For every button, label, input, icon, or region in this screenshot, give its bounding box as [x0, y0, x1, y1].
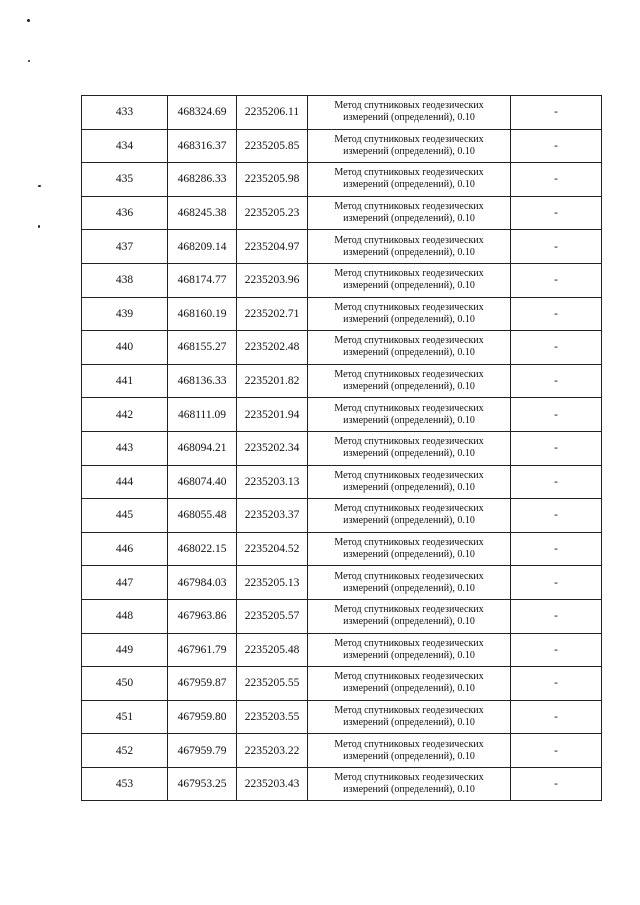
method-line-2: измерений (определений), 0.10 [343, 716, 475, 728]
point-number-cell: 448 [82, 599, 168, 633]
method-line-1: Метод спутниковых геодезических [334, 133, 484, 145]
note-cell: - [511, 331, 602, 365]
method-line-1: Метод спутниковых геодезических [334, 436, 484, 448]
method-line-1: Метод спутниковых геодезических [334, 604, 484, 616]
method-line-2: измерений (определений), 0.10 [343, 549, 475, 561]
x-coordinate-cell: 467959.87 [168, 667, 237, 701]
y-coordinate-cell: 2235205.85 [237, 129, 308, 163]
y-coordinate-cell: 2235205.55 [237, 667, 308, 701]
point-number-cell: 449 [82, 633, 168, 667]
point-number-cell: 444 [82, 465, 168, 499]
y-coordinate-cell: 2235205.48 [237, 633, 308, 667]
method-cell [308, 532, 511, 566]
method-line-1: Метод спутниковых геодезических [334, 201, 484, 213]
note-cell: - [511, 633, 602, 667]
scan-speck [28, 60, 30, 62]
point-number-cell: 435 [82, 163, 168, 197]
table-row [82, 196, 602, 230]
table-row [82, 734, 602, 768]
y-coordinate-cell: 2235206.11 [237, 96, 308, 130]
table-row [82, 532, 602, 566]
y-coordinate-cell: 2235203.55 [237, 700, 308, 734]
method-line-1: Метод спутниковых геодезических [334, 268, 484, 280]
method-line-2: измерений (определений), 0.10 [343, 683, 475, 695]
y-coordinate-cell: 2235205.57 [237, 599, 308, 633]
method-cell [308, 431, 511, 465]
coordinates-table [81, 95, 602, 801]
method-cell [308, 163, 511, 197]
table-row [82, 566, 602, 600]
method-line-2: измерений (определений), 0.10 [343, 246, 475, 258]
table-row [82, 230, 602, 264]
x-coordinate-cell: 468094.21 [168, 431, 237, 465]
x-coordinate-cell: 467959.80 [168, 700, 237, 734]
method-line-1: Метод спутниковых геодезических [334, 469, 484, 481]
method-line-2: измерений (определений), 0.10 [343, 582, 475, 594]
note-cell: - [511, 767, 602, 801]
method-line-2: измерений (определений), 0.10 [343, 280, 475, 292]
y-coordinate-cell: 2235205.13 [237, 566, 308, 600]
method-cell [308, 767, 511, 801]
method-line-1: Метод спутниковых геодезических [334, 167, 484, 179]
method-line-2: измерений (определений), 0.10 [343, 145, 475, 157]
x-coordinate-cell: 468136.33 [168, 364, 237, 398]
method-line-2: измерений (определений), 0.10 [343, 381, 475, 393]
point-number-cell: 442 [82, 398, 168, 432]
y-coordinate-cell: 2235203.96 [237, 263, 308, 297]
x-coordinate-cell: 468055.48 [168, 499, 237, 533]
method-line-1: Метод спутниковых геодезических [334, 537, 484, 549]
x-coordinate-cell: 467959.79 [168, 734, 237, 768]
note-cell: - [511, 263, 602, 297]
y-coordinate-cell: 2235202.48 [237, 331, 308, 365]
method-cell [308, 129, 511, 163]
x-coordinate-cell: 468316.37 [168, 129, 237, 163]
y-coordinate-cell: 2235201.82 [237, 364, 308, 398]
point-number-cell: 437 [82, 230, 168, 264]
method-line-1: Метод спутниковых геодезических [334, 671, 484, 683]
method-line-2: измерений (определений), 0.10 [343, 750, 475, 762]
note-cell: - [511, 297, 602, 331]
method-line-2: измерений (определений), 0.10 [343, 481, 475, 493]
point-number-cell: 450 [82, 667, 168, 701]
method-line-1: Метод спутниковых геодезических [334, 234, 484, 246]
method-cell [308, 364, 511, 398]
note-cell: - [511, 398, 602, 432]
table-row [82, 767, 602, 801]
method-cell [308, 734, 511, 768]
point-number-cell: 445 [82, 499, 168, 533]
point-number-cell: 446 [82, 532, 168, 566]
point-number-cell: 452 [82, 734, 168, 768]
point-number-cell: 441 [82, 364, 168, 398]
table-row [82, 364, 602, 398]
method-cell [308, 667, 511, 701]
point-number-cell: 434 [82, 129, 168, 163]
table-row [82, 263, 602, 297]
y-coordinate-cell: 2235205.23 [237, 196, 308, 230]
method-cell [308, 700, 511, 734]
method-cell [308, 230, 511, 264]
y-coordinate-cell: 2235202.71 [237, 297, 308, 331]
method-cell [308, 331, 511, 365]
method-line-2: измерений (определений), 0.10 [343, 179, 475, 191]
table-row [82, 297, 602, 331]
note-cell: - [511, 230, 602, 264]
point-number-cell: 438 [82, 263, 168, 297]
method-cell [308, 599, 511, 633]
method-line-2: измерений (определений), 0.10 [343, 784, 475, 796]
method-line-1: Метод спутниковых геодезических [334, 369, 484, 381]
note-cell: - [511, 667, 602, 701]
table-row [82, 700, 602, 734]
note-cell: - [511, 96, 602, 130]
y-coordinate-cell: 2235201.94 [237, 398, 308, 432]
table-row [82, 163, 602, 197]
method-cell [308, 96, 511, 130]
method-line-1: Метод спутниковых геодезических [334, 637, 484, 649]
note-cell: - [511, 566, 602, 600]
note-cell: - [511, 129, 602, 163]
point-number-cell: 453 [82, 767, 168, 801]
x-coordinate-cell: 468155.27 [168, 331, 237, 365]
table-row [82, 129, 602, 163]
method-line-2: измерений (определений), 0.10 [343, 112, 475, 124]
note-cell: - [511, 599, 602, 633]
table-row [82, 633, 602, 667]
y-coordinate-cell: 2235202.34 [237, 431, 308, 465]
method-cell [308, 633, 511, 667]
point-number-cell: 439 [82, 297, 168, 331]
table-row [82, 599, 602, 633]
note-cell: - [511, 431, 602, 465]
y-coordinate-cell: 2235203.22 [237, 734, 308, 768]
method-line-1: Метод спутниковых геодезических [334, 335, 484, 347]
method-line-1: Метод спутниковых геодезических [334, 738, 484, 750]
note-cell: - [511, 163, 602, 197]
note-cell: - [511, 499, 602, 533]
table-row [82, 96, 602, 130]
x-coordinate-cell: 468209.14 [168, 230, 237, 264]
table-row [82, 499, 602, 533]
method-line-2: измерений (определений), 0.10 [343, 213, 475, 225]
x-coordinate-cell: 467963.86 [168, 599, 237, 633]
method-line-2: измерений (определений), 0.10 [343, 414, 475, 426]
y-coordinate-cell: 2235203.13 [237, 465, 308, 499]
method-line-2: измерений (определений), 0.10 [343, 616, 475, 628]
method-cell [308, 566, 511, 600]
method-line-2: измерений (определений), 0.10 [343, 448, 475, 460]
y-coordinate-cell: 2235203.43 [237, 767, 308, 801]
method-line-1: Метод спутниковых геодезических [334, 100, 484, 112]
x-coordinate-cell: 468160.19 [168, 297, 237, 331]
y-coordinate-cell: 2235204.97 [237, 230, 308, 264]
note-cell: - [511, 364, 602, 398]
method-cell [308, 196, 511, 230]
table-row [82, 331, 602, 365]
note-cell: - [511, 465, 602, 499]
table-row [82, 465, 602, 499]
point-number-cell: 447 [82, 566, 168, 600]
x-coordinate-cell: 467953.25 [168, 767, 237, 801]
method-cell [308, 465, 511, 499]
scan-speck [27, 19, 30, 22]
method-line-1: Метод спутниковых геодезических [334, 402, 484, 414]
x-coordinate-cell: 468074.40 [168, 465, 237, 499]
scan-speck [38, 185, 41, 187]
x-coordinate-cell: 468022.15 [168, 532, 237, 566]
table-body [82, 96, 602, 801]
table-row [82, 398, 602, 432]
point-number-cell: 443 [82, 431, 168, 465]
x-coordinate-cell: 468111.09 [168, 398, 237, 432]
point-number-cell: 433 [82, 96, 168, 130]
method-cell [308, 263, 511, 297]
table-row [82, 431, 602, 465]
note-cell: - [511, 700, 602, 734]
point-number-cell: 436 [82, 196, 168, 230]
point-number-cell: 451 [82, 700, 168, 734]
x-coordinate-cell: 468324.69 [168, 96, 237, 130]
method-line-1: Метод спутниковых геодезических [334, 570, 484, 582]
method-line-1: Метод спутниковых геодезических [334, 301, 484, 313]
table-row [82, 667, 602, 701]
scan-speck [38, 225, 40, 228]
y-coordinate-cell: 2235205.98 [237, 163, 308, 197]
x-coordinate-cell: 468245.38 [168, 196, 237, 230]
x-coordinate-cell: 467961.79 [168, 633, 237, 667]
method-line-2: измерений (определений), 0.10 [343, 649, 475, 661]
method-line-2: измерений (определений), 0.10 [343, 347, 475, 359]
method-cell [308, 499, 511, 533]
method-line-2: измерений (определений), 0.10 [343, 515, 475, 527]
method-line-1: Метод спутниковых геодезических [334, 704, 484, 716]
note-cell: - [511, 532, 602, 566]
y-coordinate-cell: 2235204.52 [237, 532, 308, 566]
note-cell: - [511, 734, 602, 768]
method-cell [308, 297, 511, 331]
method-line-2: измерений (определений), 0.10 [343, 313, 475, 325]
method-cell [308, 398, 511, 432]
y-coordinate-cell: 2235203.37 [237, 499, 308, 533]
x-coordinate-cell: 468286.33 [168, 163, 237, 197]
x-coordinate-cell: 468174.77 [168, 263, 237, 297]
method-line-1: Метод спутниковых геодезических [334, 503, 484, 515]
note-cell: - [511, 196, 602, 230]
point-number-cell: 440 [82, 331, 168, 365]
x-coordinate-cell: 467984.03 [168, 566, 237, 600]
method-line-1: Метод спутниковых геодезических [334, 772, 484, 784]
